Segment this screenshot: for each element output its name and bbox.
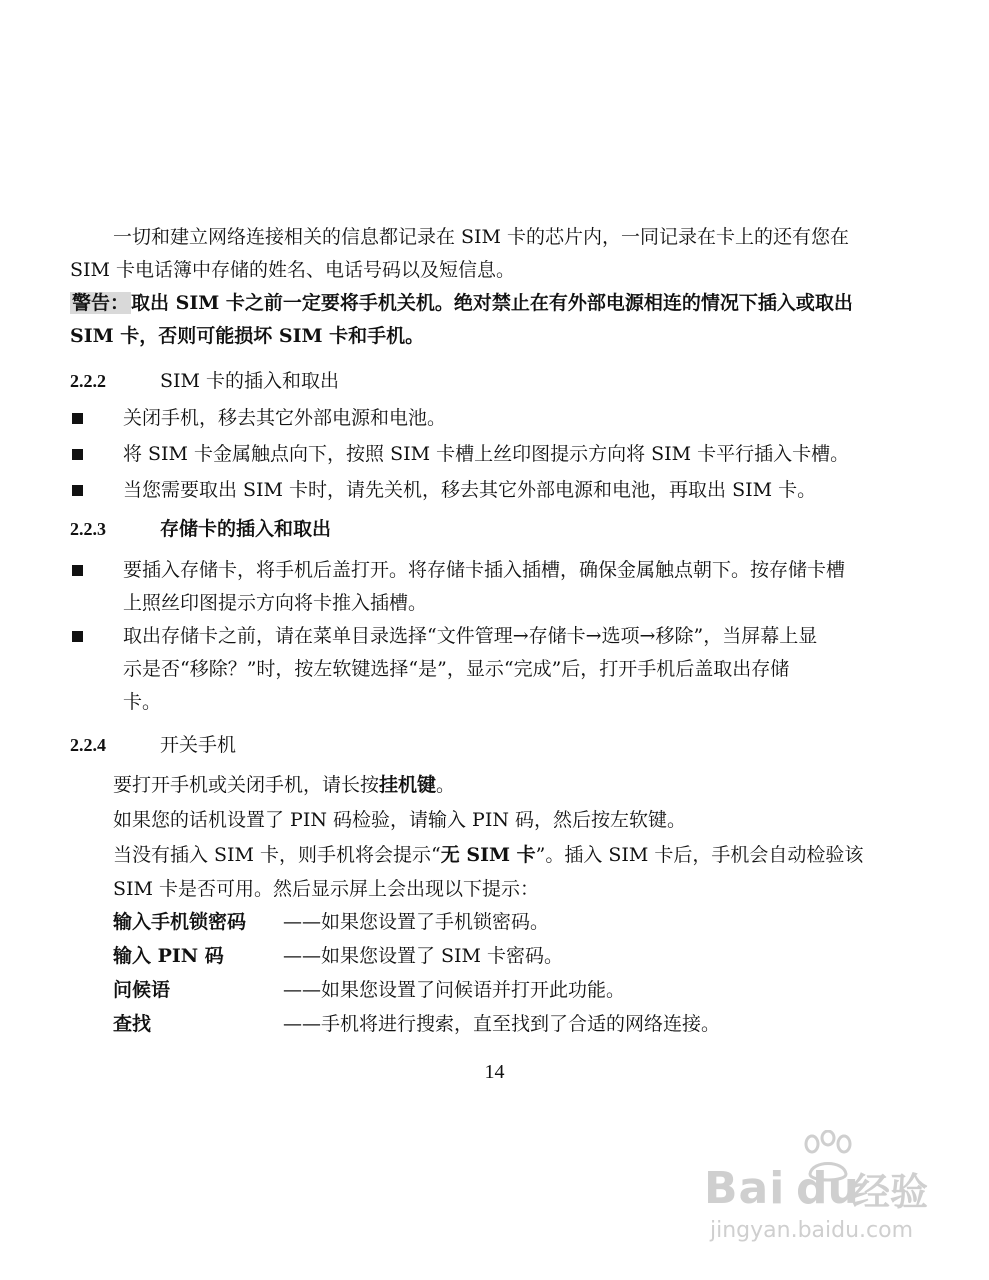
- no-sim-label: 无 SIM 卡: [440, 844, 536, 866]
- section-title-223: 存储卡的插入和取出: [160, 518, 332, 540]
- list-item-line: 取出存储卡之前，请在菜单目录选择“文件管理→存储卡→选项→移除”，当屏幕上显: [123, 625, 818, 647]
- bullet-square-icon: [72, 449, 83, 460]
- paragraph-power-end: 。: [436, 774, 456, 796]
- bullet-square-icon: [72, 565, 83, 576]
- page-number: 14: [484, 1061, 505, 1083]
- paragraph-no-sim-text: 当没有插入 SIM 卡，则手机将会提示“: [113, 844, 441, 866]
- section-number-224: 2.2.4: [70, 735, 106, 755]
- warning-line-2: SIM 卡，否则可能损坏 SIM 卡和手机。: [70, 325, 425, 347]
- list-item-line: 上照丝印图提示方向将卡推入插槽。: [123, 592, 428, 614]
- paragraph-no-sim-end: ”。插入 SIM 卡后，手机会自动检验该: [535, 844, 864, 866]
- watermark-brand: Bai: [704, 1163, 786, 1214]
- list-item: 将 SIM 卡金属触点向下，按照 SIM 卡槽上丝印图提示方向将 SIM 卡平行插入卡槽。: [123, 443, 850, 465]
- section-number-223: 2.2.3: [70, 519, 106, 539]
- list-item: 当您需要取出 SIM 卡时，请先关机，移去其它外部电源和电池，再取出 SIM 卡。: [123, 479, 817, 501]
- list-item-line: 示是否“移除？”时，按左软键选择“是”，显示“完成”后，打开手机后盖取出存储: [123, 658, 790, 680]
- prompt-term: 输入手机锁密码: [113, 911, 247, 933]
- section-number-222: 2.2.2: [70, 371, 106, 391]
- list-item-line: 要插入存储卡，将手机后盖打开。将存储卡插入插槽，确保金属触点朝下。按存储卡槽: [123, 559, 846, 581]
- prompt-desc: ——如果您设置了手机锁密码。: [283, 911, 550, 933]
- watermark-url: jingyan.baidu.com: [710, 1218, 914, 1243]
- watermark-label: 经验: [852, 1170, 929, 1214]
- bullet-square-icon: [72, 413, 83, 424]
- prompt-desc: ——手机将进行搜索，直至找到了合适的网络连接。: [283, 1013, 721, 1035]
- intro-line-2: SIM 卡电话簿中存储的姓名、电话号码以及短信息。: [70, 259, 516, 281]
- paragraph-sim-check: SIM 卡是否可用。然后显示屏上会出现以下提示：: [113, 878, 540, 900]
- list-item: 关闭手机，移去其它外部电源和电池。: [123, 407, 447, 429]
- section-title-224: 开关手机: [160, 734, 237, 756]
- baidu-jingyan-watermark: [700, 1130, 960, 1250]
- prompt-term: 查找: [113, 1013, 152, 1035]
- paragraph-power-text: 要打开手机或关闭手机，请长按: [113, 774, 380, 796]
- paragraph-pin: 如果您的话机设置了 PIN 码检验，请输入 PIN 码，然后按左软键。: [113, 809, 686, 831]
- list-item-line: 卡。: [123, 691, 162, 713]
- prompt-term: 问候语: [113, 979, 171, 1001]
- warning-text-1: 取出 SIM 卡之前一定要将手机关机。绝对禁止在有外部电源相连的情况下插入或取出: [131, 292, 853, 314]
- prompt-desc: ——如果您设置了问候语并打开此功能。: [283, 979, 626, 1001]
- section-title-222: SIM 卡的插入和取出: [160, 370, 340, 392]
- bullet-square-icon: [72, 631, 83, 642]
- prompt-term: 输入 PIN 码: [113, 945, 224, 967]
- paragraph-power: [113, 771, 455, 799]
- watermark-brand-du: du: [796, 1163, 859, 1214]
- bullet-square-icon: [72, 485, 83, 496]
- warning-line-1: [70, 289, 853, 317]
- warning-label: 警告：: [72, 292, 130, 314]
- end-key-label: 挂机键: [379, 774, 437, 796]
- paragraph-no-sim: [113, 841, 863, 869]
- intro-line-1: 一切和建立网络连接相关的信息都记录在 SIM 卡的芯片内，一同记录在卡上的还有您在: [113, 226, 850, 248]
- prompt-desc: ——如果您设置了 SIM 卡密码。: [283, 945, 564, 967]
